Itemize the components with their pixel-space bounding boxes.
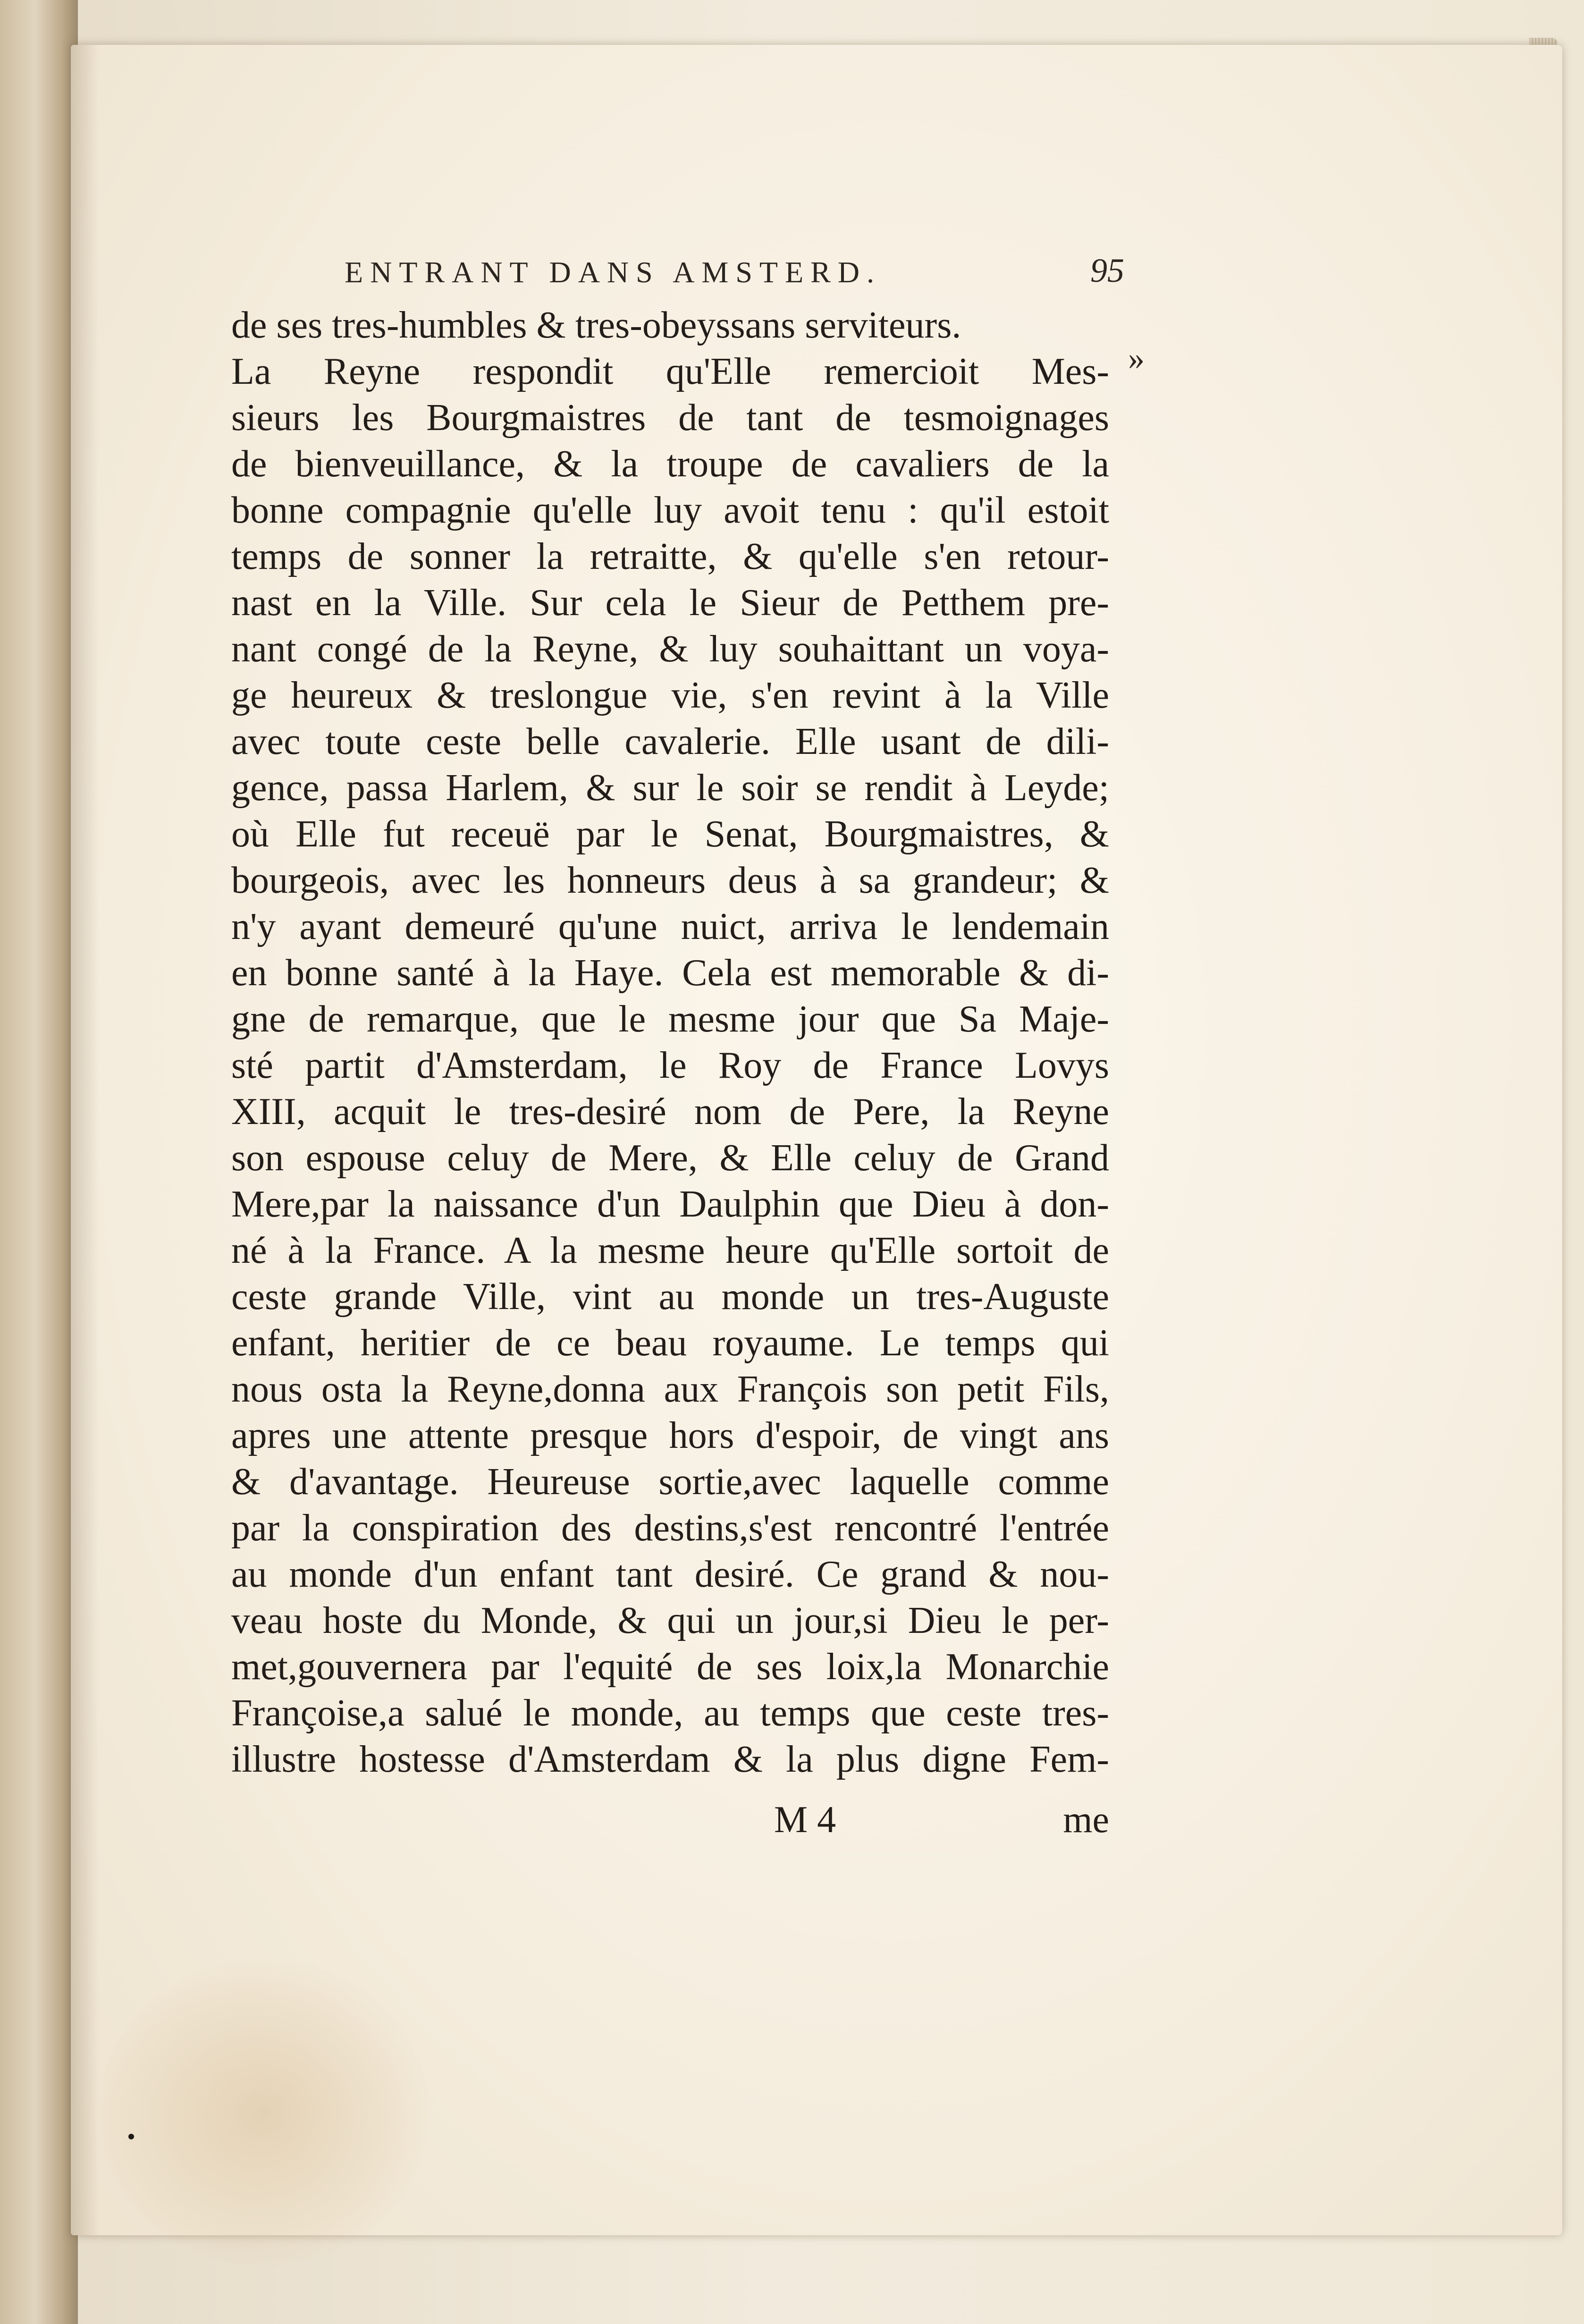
text-line: La Reyne respondit qu'Elle remercioit Mes- (231, 351, 1109, 392)
text-line: nast en la Ville. Sur cela le Sieur de Petthem pre- (231, 582, 1109, 624)
text-line: n'y ayant demeuré qu'une nuict, arriva le lendemain (231, 906, 1109, 947)
page-footer (231, 1799, 1109, 1846)
book-binding-left (0, 0, 78, 2324)
text-line: nant congé de la Reyne, & luy souhaittant un voya- (231, 628, 1109, 670)
text-line: ge heureux & treslongue vie, s'en revint à la Ville (231, 675, 1109, 716)
body-text (231, 302, 1109, 1783)
text-line: Mere,par la naissance d'un Daulphin que Dieu à don- (231, 1183, 1109, 1225)
marginal-quote-mark: » (1128, 340, 1145, 377)
text-line: illustre hostesse d'Amsterdam & la plus digne Fem- (231, 1739, 1109, 1780)
page-number: 95 (1090, 252, 1124, 289)
text-line: bonne compagnie qu'elle luy avoit tenu : qu'il estoit (231, 490, 1109, 531)
text-line: de ses tres-humbles & tres-obeyssans serviteurs. (231, 304, 961, 346)
catchword: me (1063, 1799, 1109, 1841)
text-line: veau hoste du Monde, & qui un jour,si Dieu le per- (231, 1600, 1109, 1641)
text-line: enfant, heritier de ce beau royaume. Le temps qui (231, 1322, 1109, 1364)
running-head (264, 250, 1274, 297)
text-line: apres une attente presque hors d'espoir, de vingt ans (231, 1415, 1109, 1456)
text-line: XIII, acquit le tres-desiré nom de Pere, la Reyne (231, 1091, 1109, 1132)
text-line: gne de remarque, que le mesme jour que Sa Maje- (231, 998, 1109, 1040)
text-line: Françoise,a salué le monde, au temps que ceste tres- (231, 1692, 1109, 1734)
text-line: de bienveuillance, & la troupe de cavaliers de la (231, 443, 1109, 485)
signature-mark: M 4 (774, 1799, 836, 1841)
gutter-shadow (71, 45, 99, 2235)
text-line: bourgeois, avec les honneurs deus à sa grandeur; & (231, 860, 1109, 901)
text-line: nous osta la Reyne,donna aux François son petit Fils, (231, 1369, 1109, 1410)
text-line: avec toute ceste belle cavalerie. Elle usant de dili- (231, 721, 1109, 762)
text-line: son espouse celuy de Mere, & Elle celuy de Grand (231, 1137, 1109, 1179)
text-line: temps de sonner la retraitte, & qu'elle s'en retour- (231, 536, 1109, 577)
text-line: met,gouvernera par l'equité de ses loix,la Monarchie (231, 1646, 1109, 1688)
text-line: sieurs les Bourgmaistres de tant de tesmoignages (231, 397, 1109, 439)
running-head-title: ENTRANT DANS AMSTERD. (345, 255, 881, 289)
text-line: où Elle fut receuë par le Senat, Bourgmaistres, & (231, 813, 1109, 855)
ink-speck (128, 2134, 134, 2139)
text-line: sté partit d'Amsterdam, le Roy de France Lovys (231, 1045, 1109, 1086)
text-line: & d'avantage. Heureuse sortie,avec laquelle comme (231, 1461, 1109, 1503)
text-line: en bonne santé à la Haye. Cela est memorable & di- (231, 952, 1109, 994)
text-line: né à la France. A la mesme heure qu'Elle sortoit de (231, 1230, 1109, 1271)
text-line: par la conspiration des destins,s'est rencontré l'entrée (231, 1507, 1109, 1549)
text-line: au monde d'un enfant tant desiré. Ce grand & nou- (231, 1554, 1109, 1595)
water-stain (99, 1959, 430, 2266)
text-line: ceste grande Ville, vint au monde un tres-Auguste (231, 1276, 1109, 1318)
text-line: gence, passa Harlem, & sur le soir se rendit à Leyde; (231, 767, 1109, 809)
